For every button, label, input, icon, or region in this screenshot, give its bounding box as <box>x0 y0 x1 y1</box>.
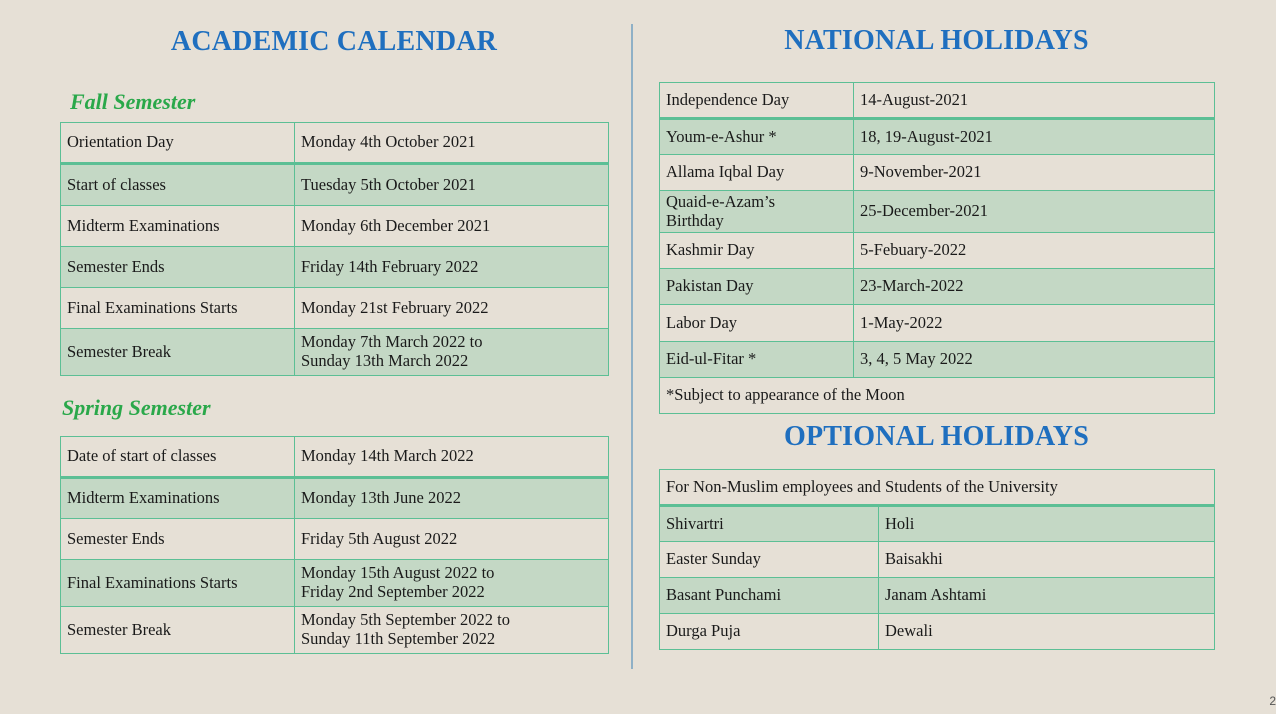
optional-holiday-cell: Dewali <box>879 614 1215 650</box>
optional-holiday-cell: Holi <box>879 506 1215 542</box>
event-cell: Final Examinations Starts <box>61 560 295 607</box>
holiday-date-cell: 9-November-2021 <box>854 155 1215 191</box>
optional-holidays-table <box>659 469 1215 650</box>
holiday-date-cell: 23-March-2022 <box>854 269 1215 305</box>
date-line: Sunday 11th September 2022 <box>301 629 496 648</box>
optional-holiday-cell: Shivartri <box>660 506 879 542</box>
table-row <box>61 288 609 329</box>
date-cell: Monday 6th December 2021 <box>295 206 609 247</box>
moon-note: *Subject to appearance of the Moon <box>660 378 1215 414</box>
date-line: Monday 7th March 2022 to <box>301 332 483 352</box>
table-row <box>61 560 609 607</box>
date-line: Monday 15th August 2022 to <box>301 563 495 583</box>
date-line: Monday 5th September 2022 to <box>301 610 510 630</box>
table-row <box>61 478 609 519</box>
name-line: Birthday <box>666 210 724 230</box>
table-row <box>660 506 1215 542</box>
optional-holiday-cell: Janam Ashtami <box>879 578 1215 614</box>
holiday-name-cell: Eid-ul-Fitar * <box>660 342 854 378</box>
event-cell: Date of start of classes <box>61 437 295 478</box>
date-line: Sunday 13th March 2022 <box>301 351 469 370</box>
table-row <box>660 378 1215 414</box>
optional-holiday-cell: Easter Sunday <box>660 542 879 578</box>
optional-holiday-cell: Durga Puja <box>660 614 879 650</box>
table-row <box>660 614 1215 650</box>
date-cell <box>295 560 609 607</box>
table-row <box>61 329 609 376</box>
holiday-date-cell: 5-Febuary-2022 <box>854 233 1215 269</box>
event-cell: Semester Ends <box>61 247 295 288</box>
optional-holiday-cell: Baisakhi <box>879 542 1215 578</box>
page-number: 2 <box>1269 694 1276 708</box>
table-row <box>660 155 1215 191</box>
holiday-name-cell: Independence Day <box>660 83 854 119</box>
date-cell: Monday 4th October 2021 <box>295 123 609 164</box>
holiday-date-cell: 1-May-2022 <box>854 305 1215 342</box>
holiday-name-cell: Pakistan Day <box>660 269 854 305</box>
event-cell: Start of classes <box>61 164 295 206</box>
table-row <box>61 123 609 164</box>
spring-semester-heading: Spring Semester <box>62 395 211 420</box>
table-row <box>660 470 1215 506</box>
date-cell: Friday 14th February 2022 <box>295 247 609 288</box>
table-row <box>61 206 609 247</box>
holiday-date-cell: 18, 19-August-2021 <box>854 119 1215 155</box>
date-cell <box>295 329 609 376</box>
table-row <box>660 342 1215 378</box>
table-row <box>660 305 1215 342</box>
national-holidays-title: NATIONAL HOLIDAYS <box>784 25 1089 56</box>
table-row <box>660 191 1215 233</box>
table-row <box>660 578 1215 614</box>
spring-semester-table <box>60 436 609 654</box>
holiday-name-cell: Kashmir Day <box>660 233 854 269</box>
date-cell <box>295 607 609 654</box>
optional-holidays-title: OPTIONAL HOLIDAYS <box>783 421 1089 452</box>
event-cell: Semester Break <box>61 607 295 654</box>
holiday-date-cell: 14-August-2021 <box>854 83 1215 119</box>
holiday-name-cell: Youm-e-Ashur * <box>660 119 854 155</box>
holiday-name-cell: Labor Day <box>660 305 854 342</box>
event-cell: Orientation Day <box>61 123 295 164</box>
optional-holiday-cell: Basant Punchami <box>660 578 879 614</box>
holiday-name-cell: Allama Iqbal Day <box>660 155 854 191</box>
date-cell: Friday 5th August 2022 <box>295 519 609 560</box>
event-cell: Semester Ends <box>61 519 295 560</box>
holiday-date-cell: 3, 4, 5 May 2022 <box>854 342 1215 378</box>
name-line: Quaid-e-Azam’s <box>666 191 776 211</box>
table-row <box>61 247 609 288</box>
event-cell: Midterm Examinations <box>61 478 295 519</box>
table-row <box>660 83 1215 119</box>
date-cell: Monday 21st February 2022 <box>295 288 609 329</box>
fall-semester-table <box>60 122 609 376</box>
table-row <box>61 437 609 478</box>
academic-calendar-title: ACADEMIC CALENDAR <box>170 26 498 57</box>
event-cell: Final Examinations Starts <box>61 288 295 329</box>
event-cell: Semester Break <box>61 329 295 376</box>
table-row <box>61 607 609 654</box>
holiday-name-cell <box>660 191 854 233</box>
table-row <box>61 519 609 560</box>
table-row <box>660 119 1215 155</box>
fall-semester-heading: Fall Semester <box>70 89 196 114</box>
holiday-date-cell: 25-December-2021 <box>854 191 1215 233</box>
table-row <box>660 233 1215 269</box>
national-holidays-table <box>659 82 1215 414</box>
date-line: Friday 2nd September 2022 <box>301 582 485 601</box>
optional-header-cell: For Non-Muslim employees and Students of the University <box>660 470 1215 506</box>
date-cell: Monday 13th June 2022 <box>295 478 609 519</box>
column-divider <box>631 24 633 669</box>
table-row <box>61 164 609 206</box>
date-cell: Monday 14th March 2022 <box>295 437 609 478</box>
table-row <box>660 542 1215 578</box>
table-row <box>660 269 1215 305</box>
event-cell: Midterm Examinations <box>61 206 295 247</box>
date-cell: Tuesday 5th October 2021 <box>295 164 609 206</box>
